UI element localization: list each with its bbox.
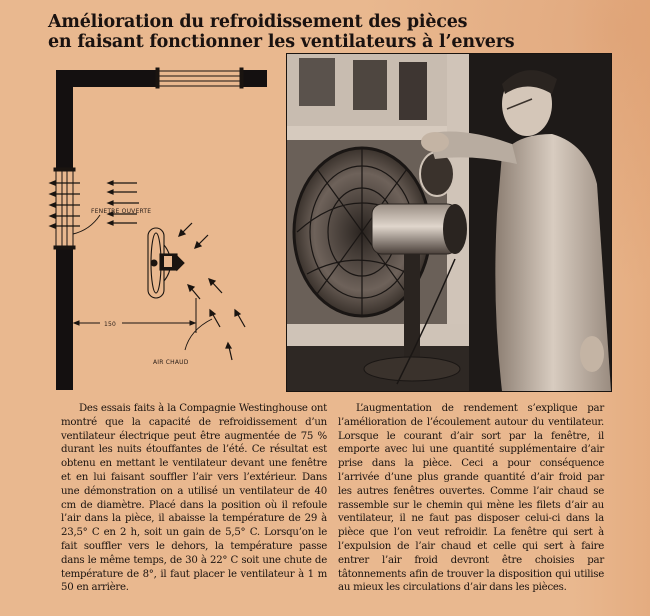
paragraph-left: Des essais faits à la Compagnie Westinghouse ont montré que la capacité de refroidissement d’un ventilateur électrique peut être augmentée de 75 % durant les nuits étouffantes de l’été. Ce résultat est obtenu en mettant le ventilateur devant une fenêtre et en lui faisant souffler l’air vers l’extérieur. Dans une démonstration on a utilisé un ventilateur de 40 cm de diamètre. Placé dans la position où il refoule l’air dans la pièce, il abaisse la température de 29 à 23,5° C en 2 h, soit un gain de 5,5° C. Lorsqu’on le fait souffler vers le dehors, la température passe dans le même temps, de 30 à 22° C soit une chute de température de 8°, il faut placer le ventilateur à 1 m 50 en arrière. [61,403,327,594]
arrow-mid-5 [108,221,137,225]
arrow-in-1 [179,223,192,236]
body-column-right [338,402,604,595]
arrow-mid-3 [108,201,139,205]
label-open-window: FENETRE OUVERTE [91,208,152,215]
arrow-mid-2 [108,190,137,194]
arrow-in-5 [210,310,220,327]
photo-man-with-fan [286,53,612,392]
fan-symbol [148,228,184,298]
label-hot-air: AIR CHAUD [153,359,189,366]
distance-marker [74,298,196,333]
arrow-in-7 [226,343,232,360]
outflow-arrows [50,181,139,228]
body-column-left [61,402,327,595]
arrow-in-6 [235,310,245,327]
top-wall-right [242,70,267,87]
article-title [48,12,608,52]
arrow-out-4 [50,214,80,218]
room-diagram [40,55,290,390]
arrow-out-5 [50,224,80,228]
hot-air-pointer [185,319,212,350]
fan-stand [404,254,420,364]
paragraph-right: L’augmentation de rendement s’explique par l’amélioration de l’écoulement autour du ventilateur. Lorsque le courant d’air sort par la fenêtre, il emporte avec lui une quantité supplémentaire d’air prise dans la pièce. Ceci a pour conséquence l’arrivée d’une plus grande quantité d’air froid par les autres fenêtres ouvertes. Comme l’air chaud se rassemble sur le chemin qui mène les filets d’air au ventilateur, il ne faut pas disposer celui-ci dans la pièce que l’on veut refroidir. La fenêtre qui sert à l’expulsion de l’air chaud et celle qui sert à faire entrer l’air froid devront être choisies par tâtonnements afin de trouver la disposition qui utilise au mieux les circulations d’air dans les pièces. [338,403,604,594]
arrow-out-3 [50,203,80,207]
open-window [54,168,75,249]
left-wall-top [56,70,73,170]
left-wall-bottom [56,247,73,390]
top-window [156,68,243,88]
label-distance: 150 [104,321,117,328]
arrow-out-1 [50,181,80,185]
window-pointer [73,215,100,234]
title-line-1: Amélioration du refroidissement des pièces [48,12,468,32]
arrow-in-4 [209,279,222,293]
arrow-in-3 [188,285,200,299]
title-line-2: en faisant fonctionner les ventilateurs à l’envers [48,32,515,52]
arrow-in-2 [195,235,208,248]
arrow-out-2 [50,192,80,196]
photo-illustration [287,54,611,391]
arrow-mid-1 [108,181,137,185]
